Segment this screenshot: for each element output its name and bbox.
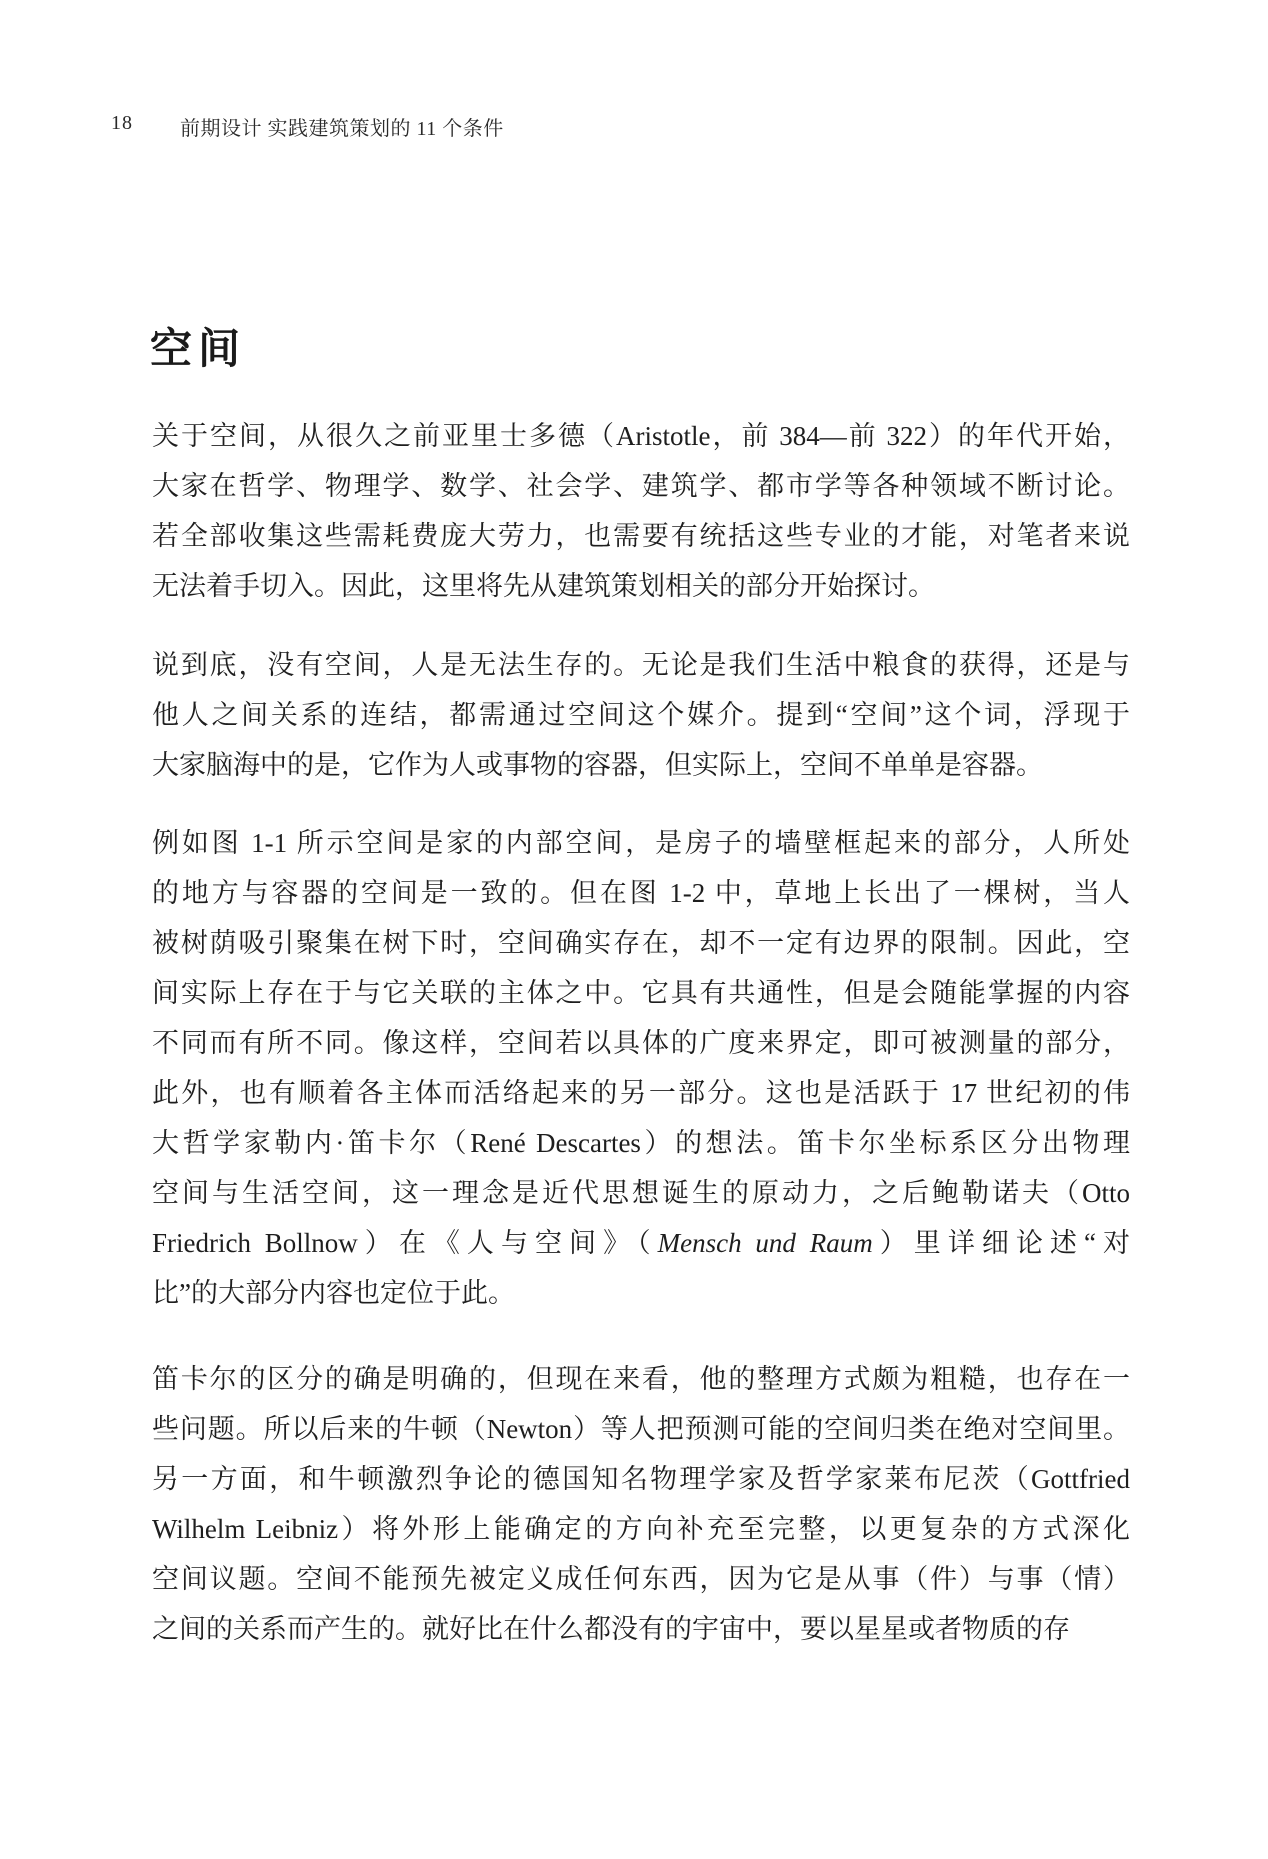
running-title: 前期设计 实践建筑策划的 11 个条件 <box>180 118 504 140</box>
text-line: 笛卡尔的区分的确是明确的，但现在来看，他的整理方式颇为粗糙，也存在一 <box>152 1364 1130 1394</box>
paragraph <box>152 640 1130 790</box>
page-number: 18 <box>111 112 133 134</box>
text-line: 说到底，没有空间，人是无法生存的。无论是我们生活中粮食的获得，还是与 <box>152 650 1130 680</box>
text-line <box>152 1218 1130 1268</box>
paragraph <box>152 411 1130 611</box>
book-title-italic: Mensch und Raum <box>657 1228 873 1258</box>
section-title: 空间 <box>150 327 247 373</box>
text-line: 些问题。所以后来的牛顿（Newton）等人把预测可能的空间归类在绝对空间里。 <box>152 1414 1130 1444</box>
page-header <box>0 112 1268 142</box>
text-line: 被树荫吸引聚集在树下时，空间确实存在，却不一定有边界的限制。因此，空 <box>152 928 1130 958</box>
text-line: 间实际上存在于与它关联的主体之中。它具有共通性，但是会随能掌握的内容 <box>152 978 1130 1008</box>
text-line: 若全部收集这些需耗费庞大劳力，也需要有统括这些专业的才能，对笔者来说 <box>152 521 1130 551</box>
text-line: 的地方与容器的空间是一致的。但在图 1-2 中，草地上长出了一棵树，当人 <box>152 878 1130 908</box>
text-line: 之间的关系而产生的。就好比在什么都没有的宇宙中，要以星星或者物质的存 <box>152 1614 1070 1644</box>
text-line: 大家在哲学、物理学、数学、社会学、建筑学、都市学等各种领域不断讨论。 <box>152 471 1130 501</box>
text-line: 大哲学家勒内·笛卡尔（René Descartes）的想法。笛卡尔坐标系区分出物理 <box>152 1128 1130 1158</box>
text-segment: ）里详细论述“对 <box>872 1228 1130 1258</box>
text-line: 空间与生活空间，这一理念是近代思想诞生的原动力，之后鲍勒诺夫（Otto <box>152 1178 1130 1208</box>
text-line: 大家脑海中的是，它作为人或事物的容器，但实际上，空间不单单是容器。 <box>152 750 1043 780</box>
text-line: 他人之间关系的连结，都需通过空间这个媒介。提到“空间”这个词，浮现于 <box>152 700 1130 730</box>
text-line: 不同而有所不同。像这样，空间若以具体的广度来界定，即可被测量的部分， <box>152 1028 1130 1058</box>
paragraph <box>152 1354 1130 1654</box>
text-line: 空间议题。空间不能预先被定义成任何东西，因为它是从事（件）与事（情） <box>152 1564 1130 1594</box>
paragraph <box>152 818 1130 1318</box>
text-line: Wilhelm Leibniz）将外形上能确定的方向补充至完整，以更复杂的方式深化 <box>152 1514 1130 1544</box>
text-line: 另一方面，和牛顿激烈争论的德国知名物理学家及哲学家莱布尼茨（Gottfried <box>152 1464 1130 1494</box>
text-line: 无法着手切入。因此，这里将先从建筑策划相关的部分开始探讨。 <box>152 571 935 601</box>
text-segment: Friedrich Bollnow）在《人与空间》（ <box>152 1228 658 1258</box>
text-line: 此外，也有顺着各主体而活络起来的另一部分。这也是活跃于 17 世纪初的伟 <box>152 1078 1130 1108</box>
text-line: 关于空间，从很久之前亚里士多德（Aristotle，前 384—前 322）的年代开始， <box>152 421 1130 451</box>
text-line: 例如图 1-1 所示空间是家的内部空间，是房子的墙壁框起来的部分，人所处 <box>152 828 1130 858</box>
text-line: 比”的大部分内容也定位于此。 <box>152 1278 515 1308</box>
